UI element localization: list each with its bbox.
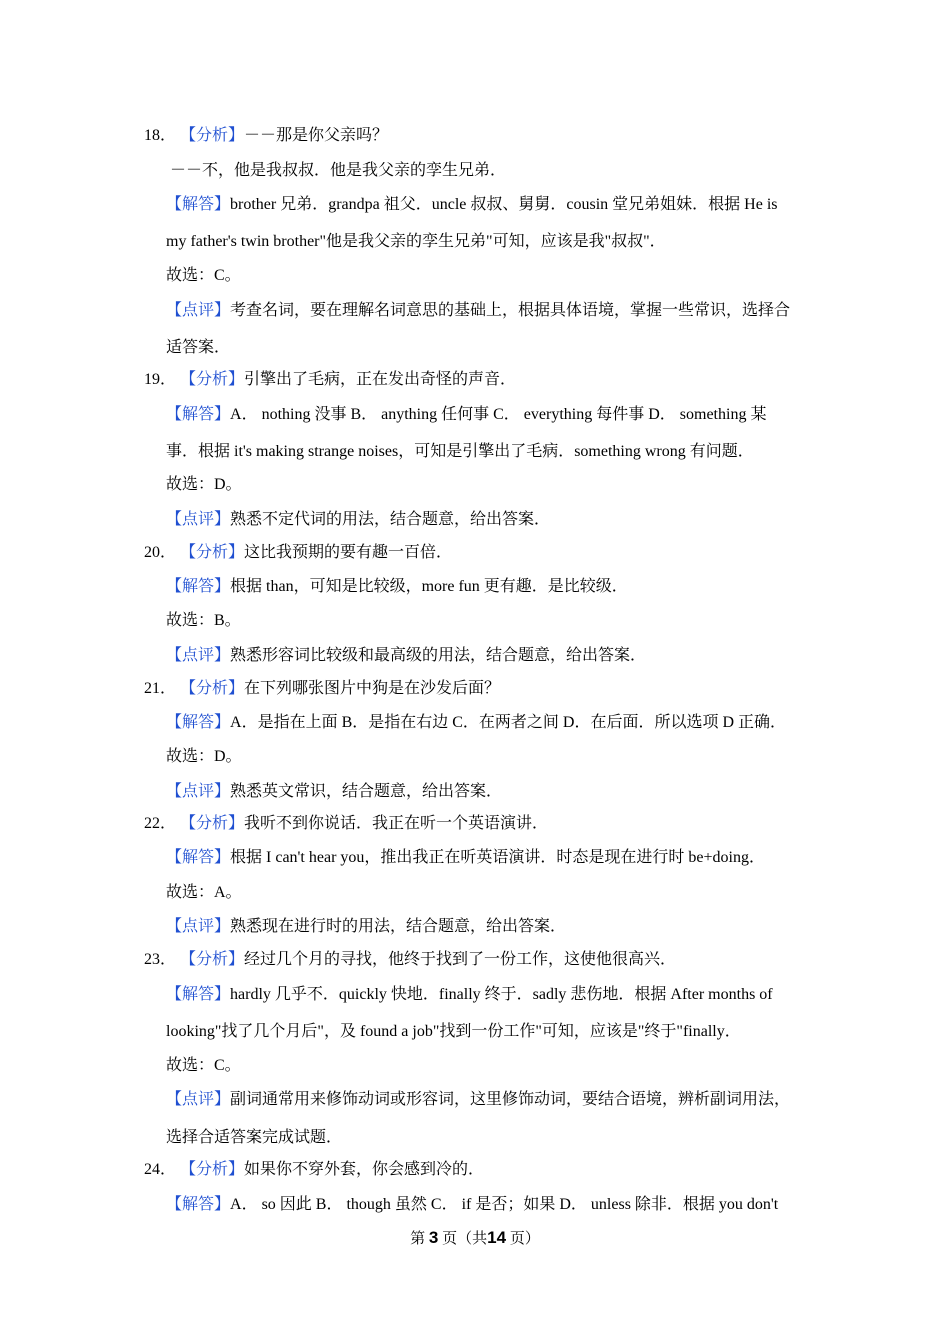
answer-tag: 【解答】 (166, 714, 231, 731)
q18-analysis-line (144, 126, 388, 146)
total-page-number: 14 (487, 1228, 507, 1247)
comment-text: 熟悉英文常识，结合题意，给出答案． (230, 783, 503, 800)
analysis-text: 这比我预期的要有趣一百倍． (244, 544, 453, 561)
choice-text: 故选：D。 (166, 476, 242, 493)
q18-answer-continued (166, 232, 666, 252)
analysis-text: 经过几个月的寻找，他终于找到了一份工作，这使他很高兴． (244, 951, 677, 968)
comment-tag: 【点评】 (166, 647, 231, 664)
question-number: 18． (144, 127, 177, 144)
answer-text: looking"找了几个月后"，及 found a job"找到一份工作"可知，应该是"终于"finally． (166, 1023, 741, 1040)
answer-text: A． nothing 没事 B． anything 任何事 C． everything 每件事 D． something 某 (230, 406, 767, 423)
q23-comment-continued (166, 1128, 342, 1148)
q22-comment-line (166, 917, 566, 937)
question-number: 19． (144, 371, 177, 388)
q19-analysis-line (144, 370, 516, 390)
q20-choice (166, 611, 241, 631)
analysis-tag: 【分析】 (180, 951, 245, 968)
comment-text: 熟悉现在进行时的用法，结合题意，给出答案． (230, 918, 567, 935)
q20-analysis-line (144, 543, 452, 563)
q23-choice (166, 1056, 241, 1076)
q20-answer-line (166, 577, 628, 597)
answer-tag: 【解答】 (166, 849, 231, 866)
choice-text: 故选：C。 (166, 1057, 241, 1074)
analysis-text: 引擎出了毛病，正在发出奇怪的声音． (244, 371, 517, 388)
analysis-text: －－不，他是我叔叔．他是我父亲的孪生兄弟． (170, 162, 507, 179)
analysis-tag: 【分析】 (180, 127, 245, 144)
q18-comment-line (166, 301, 790, 321)
comment-text: 副词通常用来修饰动词或形容词，这里修饰动词，要结合语境，辨析副词用法， (230, 1091, 791, 1108)
analysis-tag: 【分析】 (180, 371, 245, 388)
analysis-text: 我听不到你说话．我正在听一个英语演讲． (244, 815, 549, 832)
answer-text: hardly 几乎不．quickly 快地．finally 终于．sadly 悲伤地．根据 After months of (230, 986, 773, 1003)
q24-analysis-line (144, 1160, 484, 1180)
q18-choice (166, 266, 241, 286)
comment-text: 熟悉不定代词的用法，结合题意，给出答案． (230, 511, 551, 528)
q23-answer-continued (166, 1022, 741, 1042)
q18-analysis-continued (170, 161, 506, 181)
footer-suffix: 页） (509, 1231, 540, 1247)
analysis-text: 如果你不穿外套，你会感到冷的． (244, 1161, 485, 1178)
choice-text: 故选：C。 (166, 267, 241, 284)
answer-tag: 【解答】 (166, 578, 231, 595)
question-number: 21． (144, 680, 177, 697)
q22-choice (166, 883, 242, 903)
q19-choice (166, 475, 242, 495)
comment-text: 选择合适答案完成试题． (166, 1129, 343, 1146)
choice-text: 故选：A。 (166, 884, 242, 901)
answer-text: A．是指在上面 B．是指在右边 C．在两者之间 D．在后面．所以选项 D 正确． (230, 714, 787, 731)
q21-analysis-line (144, 679, 500, 699)
answer-tag: 【解答】 (166, 1196, 231, 1213)
page-footer (0, 1228, 950, 1249)
comment-tag: 【点评】 (166, 1091, 231, 1108)
q19-comment-line (166, 510, 550, 530)
analysis-text: 在下列哪张图片中狗是在沙发后面？ (244, 680, 501, 697)
answer-tag: 【解答】 (166, 406, 231, 423)
analysis-tag: 【分析】 (180, 815, 245, 832)
q19-answer-continued (166, 442, 754, 462)
answer-text: 根据 I can't hear you，推出我正在听英语演讲．时态是现在进行时 be+doing． (230, 849, 765, 866)
question-number: 24． (144, 1161, 177, 1178)
comment-text: 适答案． (166, 339, 231, 356)
footer-middle: 页（共 (442, 1231, 488, 1247)
question-number: 20． (144, 544, 177, 561)
comment-tag: 【点评】 (166, 918, 231, 935)
comment-text: 熟悉形容词比较级和最高级的用法，结合题意，给出答案． (230, 647, 647, 664)
question-number: 22． (144, 815, 177, 832)
comment-tag: 【点评】 (166, 783, 231, 800)
analysis-tag: 【分析】 (180, 544, 245, 561)
answer-text: A． so 因此 B． though 虽然 C． if 是否；如果 D． unless 除非．根据 you don't (230, 1196, 779, 1213)
answer-tag: 【解答】 (166, 986, 231, 1003)
q21-answer-line (166, 713, 786, 733)
q22-analysis-line (144, 814, 548, 834)
current-page-number: 3 (428, 1228, 439, 1247)
q18-answer-line (166, 195, 778, 215)
question-number: 23． (144, 951, 177, 968)
q21-comment-line (166, 782, 502, 802)
analysis-text: －－那是你父亲吗？ (244, 127, 389, 144)
q20-comment-line (166, 646, 646, 666)
choice-text: 故选：D。 (166, 748, 242, 765)
q21-choice (166, 747, 242, 767)
q24-answer-line (166, 1195, 778, 1215)
analysis-tag: 【分析】 (180, 680, 245, 697)
q23-comment-line (166, 1090, 790, 1110)
analysis-tag: 【分析】 (180, 1161, 245, 1178)
answer-text: 事．根据 it's making strange noises，可知是引擎出了毛病．something wrong 有问题． (166, 443, 754, 460)
comment-tag: 【点评】 (166, 302, 231, 319)
answer-text: brother 兄弟．grandpa 祖父．uncle 叔叔、舅舅．cousin 堂兄弟姐妹．根据 He is (230, 196, 778, 213)
comment-text: 考查名词，要在理解名词意思的基础上，根据具体语境，掌握一些常识，选择合 (230, 302, 791, 319)
choice-text: 故选：B。 (166, 612, 241, 629)
q23-answer-line (166, 985, 773, 1005)
answer-text: my father's twin brother"他是我父亲的孪生兄弟"可知，应该是我"叔叔"． (166, 233, 666, 250)
q22-answer-line (166, 848, 765, 868)
answer-tag: 【解答】 (166, 196, 231, 213)
comment-tag: 【点评】 (166, 511, 231, 528)
q19-answer-line (166, 405, 766, 425)
footer-prefix: 第 (410, 1231, 426, 1247)
q18-comment-continued (166, 338, 230, 358)
q23-analysis-line (144, 950, 676, 970)
answer-text: 根据 than，可知是比较级，more fun 更有趣．是比较级． (230, 578, 628, 595)
